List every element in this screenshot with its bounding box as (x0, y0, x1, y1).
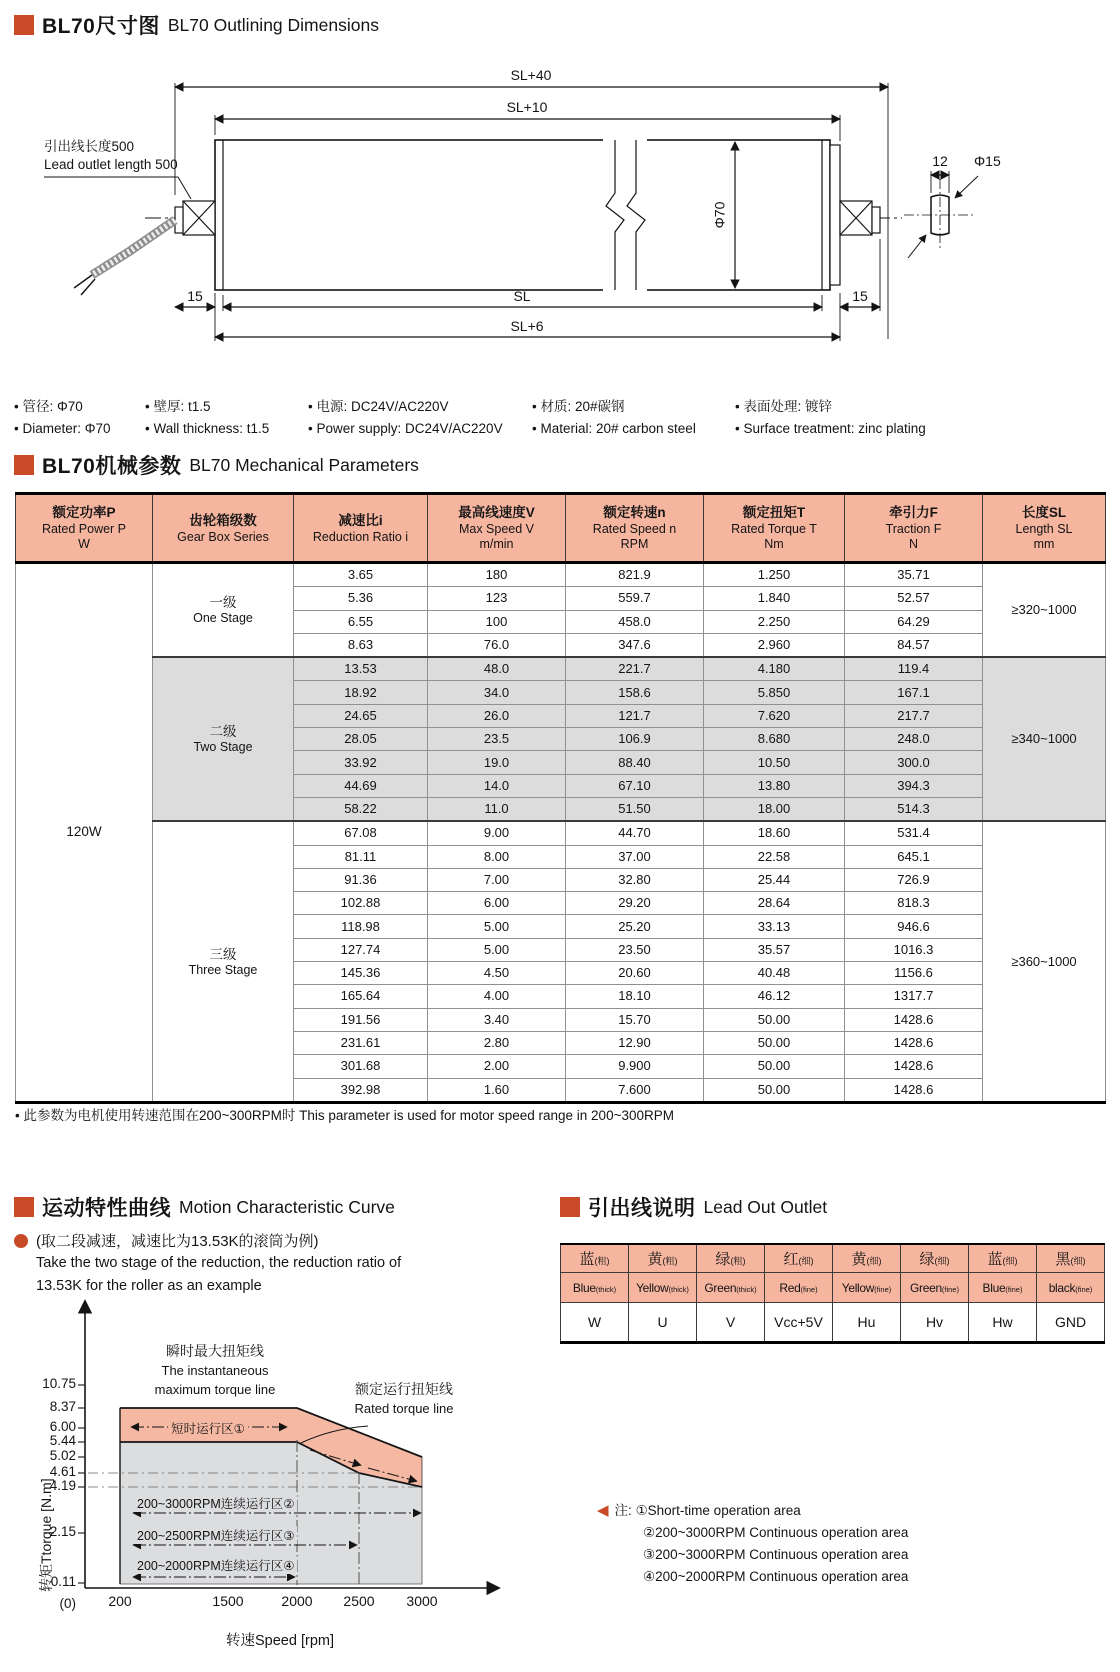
y-tick-label: 5.44 (49, 1433, 76, 1448)
table-cell: 1.60 (428, 1078, 566, 1102)
header-rated-torque: 额定扭矩T Rated Torque T Nm (704, 494, 845, 563)
wire-color-zh: 红 (783, 1251, 799, 1268)
stage-cell (153, 563, 294, 658)
table-cell: 67.10 (566, 774, 704, 797)
orange-square-icon (14, 15, 34, 35)
stage-label-en: One Stage (193, 611, 253, 626)
wire-signal-cell: Vcc+5V (765, 1303, 833, 1343)
section-title-zh: 引出线说明 (588, 1197, 696, 1220)
table-cell: 2.250 (704, 610, 845, 633)
wire-signal-cell: U (629, 1303, 697, 1343)
y-tick-label: 6.00 (49, 1419, 76, 1434)
table-cell: 13.80 (704, 774, 845, 797)
table-cell: 7.620 (704, 704, 845, 727)
table-cell: 1428.6 (845, 1031, 983, 1054)
table-cell: 158.6 (566, 681, 704, 704)
table-cell: 33.92 (294, 751, 428, 774)
table-cell: 88.40 (566, 751, 704, 774)
wire-color-en: Green (910, 1280, 942, 1295)
table-cell: 726.9 (845, 868, 983, 891)
params-header-row (16, 494, 1106, 563)
params-table (15, 492, 1106, 1104)
wire-color-en: Blue (572, 1280, 596, 1295)
table-cell: 6.55 (294, 610, 428, 633)
table-row (16, 657, 1106, 681)
table-cell: 18.60 (704, 821, 845, 845)
table-cell: 24.65 (294, 704, 428, 727)
wire-size-zh: (细) (934, 1256, 950, 1266)
table-cell: 221.7 (566, 657, 704, 681)
section-title-curve (14, 1192, 395, 1222)
table-cell: 645.1 (845, 845, 983, 868)
note-text: ①Short-time operation area (635, 1503, 801, 1518)
table-cell: 1.250 (704, 563, 845, 587)
stage-label-en: Two Stage (193, 740, 253, 755)
motion-chart (30, 1280, 550, 1672)
wire-color-cell-zh (697, 1244, 765, 1273)
chart-x-axis-label: 转速Speed [rpm] (226, 1633, 334, 1649)
wire-color-cell-zh (561, 1244, 629, 1273)
note-text: ④200~2000RPM Continuous operation area (643, 1569, 909, 1584)
wire-color-zh: 蓝 (579, 1251, 595, 1268)
wire-color-zh: 蓝 (987, 1251, 1003, 1268)
table-cell: 14.0 (428, 774, 566, 797)
wire-color-zh: 黄 (647, 1251, 663, 1268)
wire-signal-cell: Hw (969, 1303, 1037, 1343)
dim-label-12: 12 (932, 153, 948, 169)
wire-size-en: (thick) (668, 1284, 689, 1294)
spec-text-zh: • 表面处理: 镀锌 (735, 399, 832, 414)
region-label-3: 200~2500RPM连续运行区③ (134, 1526, 297, 1544)
dimension-drawing (30, 55, 1090, 365)
table-cell: 3.40 (428, 1008, 566, 1031)
header-gearbox-series: 齿轮箱级数 Gear Box Series (153, 494, 294, 563)
wire-signal-cell: V (697, 1303, 765, 1343)
x-tick-label: 200 (108, 1593, 132, 1609)
table-cell: 1156.6 (845, 962, 983, 985)
section-title-leadout (560, 1192, 827, 1222)
region-label-2: 200~3000RPM连续运行区② (134, 1494, 297, 1512)
table-cell: 8.680 (704, 728, 845, 751)
table-cell: 2.960 (704, 633, 845, 657)
section-title-en: Motion Characteristic Curve (179, 1196, 395, 1217)
table-cell: 76.0 (428, 633, 566, 657)
table-cell: 217.7 (845, 704, 983, 727)
table-cell: 19.0 (428, 751, 566, 774)
wire-signal-cell: GND (1037, 1303, 1105, 1343)
note-text: ③200~3000RPM Continuous operation area (643, 1547, 909, 1562)
table-cell: 35.71 (845, 563, 983, 587)
dim-label-d70: Φ70 (711, 201, 728, 229)
wire-size-en: (fine) (874, 1284, 892, 1294)
section-title-parameters (14, 450, 419, 480)
table-cell: 248.0 (845, 728, 983, 751)
spec-item (532, 396, 696, 440)
section-title-zh: BL70尺寸图 (42, 15, 160, 38)
table-cell: 46.12 (704, 985, 845, 1008)
table-cell: 34.0 (428, 681, 566, 704)
lead-outlet-label-en: Lead outlet length 500 (44, 157, 178, 172)
table-cell: 118.98 (294, 915, 428, 938)
table-cell: 15.70 (566, 1008, 704, 1031)
table-cell: 5.850 (704, 681, 845, 704)
table-cell: 167.1 (845, 681, 983, 704)
section-title-en: BL70 Mechanical Parameters (189, 454, 419, 475)
dim-label-15-left: 15 (187, 288, 203, 304)
table-cell: 121.7 (566, 704, 704, 727)
wire-size-en: (fine) (1075, 1284, 1093, 1294)
stage-cell (153, 657, 294, 821)
table-cell: 50.00 (704, 1008, 845, 1031)
table-row (16, 821, 1106, 845)
lead-outlet-label-zh: 引出线长度500 (44, 139, 135, 154)
table-cell: 33.13 (704, 915, 845, 938)
table-cell: 8.00 (428, 845, 566, 868)
table-cell: 145.36 (294, 962, 428, 985)
wire-color-en: Red (779, 1280, 801, 1295)
table-cell: 1428.6 (845, 1078, 983, 1102)
chart-y-axis-label: 转矩Ttorque [N.m] (38, 1478, 54, 1592)
wire-color-en: Yellow (841, 1280, 875, 1295)
wire-color-cell-zh (765, 1244, 833, 1273)
spec-text-en: • Power supply: DC24V/AC220V (308, 421, 503, 436)
length-cell: ≥320~1000 (983, 563, 1106, 658)
dim-label-sl: SL (513, 288, 531, 304)
lead-outlet-label (44, 138, 178, 174)
table-cell: 84.57 (845, 633, 983, 657)
region-label-4: 200~2000RPM连续运行区④ (134, 1556, 297, 1574)
table-cell: 37.00 (566, 845, 704, 868)
y-tick-label: (0) (59, 1596, 76, 1611)
table-cell: 50.00 (704, 1031, 845, 1054)
wire-color-cell-zh (833, 1244, 901, 1273)
table-cell: 9.900 (566, 1055, 704, 1078)
spec-list (0, 396, 1120, 444)
table-cell: 2.00 (428, 1055, 566, 1078)
table-cell: 2.80 (428, 1031, 566, 1054)
table-cell: 946.6 (845, 915, 983, 938)
wire-size-zh: (粗) (594, 1256, 610, 1266)
y-tick-label: 10.75 (42, 1376, 76, 1391)
y-tick-label: 4.61 (49, 1464, 76, 1479)
y-tick-label: 5.02 (49, 1448, 76, 1463)
table-cell: 18.92 (294, 681, 428, 704)
wire-color-cell-zh (1037, 1244, 1105, 1273)
table-cell: 23.5 (428, 728, 566, 751)
dim-label-sl6: SL+6 (510, 318, 544, 334)
table-cell: 50.00 (704, 1078, 845, 1102)
wire-color-cell-en (629, 1273, 697, 1303)
wire-color-en: Yellow (636, 1280, 669, 1295)
table-row (16, 563, 1106, 587)
table-cell: 5.00 (428, 938, 566, 961)
note-line (597, 1544, 908, 1566)
header-rated-speed: 额定转速n Rated Speed n RPM (566, 494, 704, 563)
dim-label-15-right: 15 (852, 288, 868, 304)
wire-color-cell-zh (901, 1244, 969, 1273)
wire-size-en: (thick) (595, 1284, 617, 1294)
table-cell: 394.3 (845, 774, 983, 797)
section-title-dimensions (14, 10, 379, 40)
wire-color-en-row (561, 1273, 1105, 1303)
wire-color-cell-en (969, 1273, 1037, 1303)
rated-power-cell: 120W (16, 563, 153, 1103)
spec-item (735, 396, 926, 440)
curve-example-note-en1: Take the two stage of the reduction, the reduction ratio of (36, 1255, 402, 1271)
table-cell: 44.70 (566, 821, 704, 845)
table-cell: 32.80 (566, 868, 704, 891)
table-cell: 127.74 (294, 938, 428, 961)
wire-color-zh: 绿 (715, 1251, 731, 1268)
spec-text-zh: • 管径: Φ70 (14, 399, 83, 414)
note-arrow-icon: ◀ (597, 1502, 609, 1519)
spec-item (145, 396, 269, 440)
table-cell: 1428.6 (845, 1055, 983, 1078)
table-cell: 29.20 (566, 892, 704, 915)
x-tick-label: 2500 (343, 1593, 375, 1609)
table-cell: 180 (428, 563, 566, 587)
table-cell: 559.7 (566, 587, 704, 610)
wire-color-cell-en (765, 1273, 833, 1303)
wire-color-cell-zh (629, 1244, 697, 1273)
wire-color-en: Green (704, 1280, 737, 1295)
motion-chart-svg (30, 1280, 550, 1672)
stage-cell (153, 821, 294, 1102)
note-line (597, 1522, 908, 1544)
note-line (597, 1500, 908, 1522)
curve-example-note: (取二段减速，减速比为13.53K的滚筒为例) (14, 1230, 319, 1251)
table-cell: 91.36 (294, 868, 428, 891)
table-cell: 821.9 (566, 563, 704, 587)
section-title-zh: BL70机械参数 (42, 455, 182, 478)
table-cell: 1016.3 (845, 938, 983, 961)
table-cell: 6.00 (428, 892, 566, 915)
spec-item (14, 396, 111, 440)
table-cell: 5.36 (294, 587, 428, 610)
spec-text-en: • Diameter: Φ70 (14, 421, 111, 436)
y-tick-label: 2.15 (49, 1524, 76, 1539)
lead-table-body (561, 1244, 1105, 1343)
orange-square-icon (560, 1197, 580, 1217)
spec-text-en: • Wall thickness: t1.5 (145, 421, 270, 436)
wire-signal-cell: Hv (901, 1303, 969, 1343)
table-cell: 52.57 (845, 587, 983, 610)
wire-size-zh: (细) (866, 1256, 882, 1266)
wire-signal-cell: W (561, 1303, 629, 1343)
table-cell: 4.00 (428, 985, 566, 1008)
x-tick-label: 3000 (406, 1593, 438, 1609)
table-cell: 392.98 (294, 1078, 428, 1102)
params-table-container (15, 492, 1105, 1104)
wire-color-cell-en (833, 1273, 901, 1303)
dim-label-sl40: SL+40 (510, 67, 552, 83)
wire-size-en: (fine) (800, 1284, 818, 1294)
length-cell: ≥340~1000 (983, 657, 1106, 821)
x-tick-label: 2000 (281, 1593, 313, 1609)
wire-color-cell-en (901, 1273, 969, 1303)
wire-signal-row (561, 1303, 1105, 1343)
y-tick-label: 8.37 (49, 1399, 76, 1414)
spec-text-en: • Material: 20# carbon steel (532, 421, 696, 436)
table-cell: 102.88 (294, 892, 428, 915)
orange-square-icon (14, 1197, 34, 1217)
spec-text-zh: • 材质: 20#碳钢 (532, 399, 625, 414)
note-label: 注: (614, 1503, 636, 1518)
table-cell: 100 (428, 610, 566, 633)
wire-size-en: (fine) (941, 1284, 959, 1294)
wire-color-cell-en (561, 1273, 629, 1303)
table-cell: 67.08 (294, 821, 428, 845)
table-cell: 531.4 (845, 821, 983, 845)
table-cell: 119.4 (845, 657, 983, 681)
table-cell: 514.3 (845, 797, 983, 821)
table-cell: 191.56 (294, 1008, 428, 1031)
table-cell: 64.29 (845, 610, 983, 633)
note-text: ②200~3000RPM Continuous operation area (643, 1525, 909, 1540)
table-cell: 301.68 (294, 1055, 428, 1078)
table-cell: 10.50 (704, 751, 845, 774)
section-title-en: Lead Out Outlet (703, 1196, 828, 1217)
region-label-1: 短时运行区① (168, 1419, 248, 1437)
lead-table (560, 1243, 1105, 1344)
table-cell: 40.48 (704, 962, 845, 985)
wire-size-zh: (粗) (662, 1256, 678, 1266)
dim-label-sl10: SL+10 (506, 99, 548, 115)
wire-size-zh: (细) (1070, 1256, 1086, 1266)
table-cell: 9.00 (428, 821, 566, 845)
table-cell: 26.0 (428, 704, 566, 727)
wire-size-zh: (细) (798, 1256, 814, 1266)
wire-color-en: Blue (982, 1280, 1006, 1295)
section-title-zh: 运动特性曲线 (42, 1197, 171, 1220)
table-cell: 28.64 (704, 892, 845, 915)
stage-label-zh: 三级 (209, 946, 237, 962)
table-cell: 11.0 (428, 797, 566, 821)
table-cell: 106.9 (566, 728, 704, 751)
table-cell: 22.58 (704, 845, 845, 868)
table-cell: 1428.6 (845, 1008, 983, 1031)
section-title-en: BL70 Outlining Dimensions (167, 14, 379, 35)
header-max-speed: 最高线速度V Max Speed V m/min (428, 494, 566, 563)
length-cell: ≥360~1000 (983, 821, 1106, 1102)
table-cell: 35.57 (704, 938, 845, 961)
table-cell: 458.0 (566, 610, 704, 633)
table-cell: 23.50 (566, 938, 704, 961)
header-length: 长度SL Length SL mm (983, 494, 1106, 563)
wire-size-zh: (粗) (730, 1256, 746, 1266)
table-footnote: • 此参数为电机使用转速范围在200~300RPM时 This parameter is used for motor speed range in 200~300RPM (15, 1108, 674, 1123)
table-cell: 818.3 (845, 892, 983, 915)
stage-label-zh: 二级 (209, 724, 237, 740)
table-cell: 4.50 (428, 962, 566, 985)
lead-table-container (560, 1243, 1105, 1344)
dim-label-phi15: Φ15 (974, 153, 1001, 169)
max-torque-annotation: 瞬时最大扭矩线 The instantaneous maximum torque line (154, 1343, 276, 1397)
wire-color-zh: 绿 (919, 1251, 935, 1268)
table-cell: 50.00 (704, 1055, 845, 1078)
wire-size-zh: (细) (1002, 1256, 1018, 1266)
table-cell: 347.6 (566, 633, 704, 657)
table-cell: 18.00 (704, 797, 845, 821)
spec-item (308, 396, 503, 440)
wire-color-en: black (1048, 1280, 1076, 1295)
header-reduction-ratio: 减速比i Reduction Ratio i (294, 494, 428, 563)
stage-label-en: Three Stage (188, 962, 258, 977)
table-cell: 7.600 (566, 1078, 704, 1102)
table-cell: 51.50 (566, 797, 704, 821)
notes-list (597, 1500, 908, 1588)
dimension-drawing-svg (30, 55, 1090, 365)
wire-size-en: (thick) (736, 1284, 757, 1294)
wire-color-cell-zh (969, 1244, 1037, 1273)
table-cell: 300.0 (845, 751, 983, 774)
wire-signal-cell: Hu (833, 1303, 901, 1343)
table-cell: 1317.7 (845, 985, 983, 1008)
wire-color-cell-en (1037, 1273, 1105, 1303)
wire-color-zh-row (561, 1244, 1105, 1273)
table-cell: 7.00 (428, 868, 566, 891)
wire-color-cell-en (697, 1273, 765, 1303)
table-cell: 25.20 (566, 915, 704, 938)
table-cell: 44.69 (294, 774, 428, 797)
stage-label-zh: 一级 (209, 595, 237, 611)
table-cell: 13.53 (294, 657, 428, 681)
table-cell: 12.90 (566, 1031, 704, 1054)
rated-torque-annotation: 额定运行扭矩线 Rated torque line (354, 1381, 454, 1416)
table-cell: 48.0 (428, 657, 566, 681)
spec-text-zh: • 电源: DC24V/AC220V (308, 399, 449, 414)
y-tick-label: 0.11 (50, 1574, 76, 1589)
wire-size-en: (fine) (1005, 1284, 1023, 1294)
header-traction: 牵引力F Traction F N (845, 494, 983, 563)
table-cell: 231.61 (294, 1031, 428, 1054)
table-cell: 81.11 (294, 845, 428, 868)
table-cell: 123 (428, 587, 566, 610)
y-tick-label: 4.19 (49, 1478, 76, 1493)
curve-example-note-en2: 13.53K for the roller as an example (36, 1278, 262, 1294)
table-cell: 18.10 (566, 985, 704, 1008)
orange-square-icon (14, 455, 34, 475)
table-cell: 165.64 (294, 985, 428, 1008)
wire-color-zh: 黑 (1055, 1251, 1071, 1268)
table-cell: 5.00 (428, 915, 566, 938)
table-cell: 8.63 (294, 633, 428, 657)
x-tick-label: 1500 (212, 1593, 244, 1609)
table-cell: 4.180 (704, 657, 845, 681)
params-table-body (16, 563, 1106, 1103)
table-cell: 3.65 (294, 563, 428, 587)
spec-text-en: • Surface treatment: zinc plating (735, 421, 926, 436)
spec-text-zh: • 壁厚: t1.5 (145, 399, 211, 414)
table-cell: 1.840 (704, 587, 845, 610)
table-cell: 58.22 (294, 797, 428, 821)
wire-color-zh: 黄 (851, 1251, 867, 1268)
table-cell: 25.44 (704, 868, 845, 891)
orange-dot-icon (14, 1234, 28, 1248)
header-rated-power: 额定功率P Rated Power P W (16, 494, 153, 563)
table-cell: 28.05 (294, 728, 428, 751)
note-line (597, 1566, 908, 1588)
table-cell: 20.60 (566, 962, 704, 985)
